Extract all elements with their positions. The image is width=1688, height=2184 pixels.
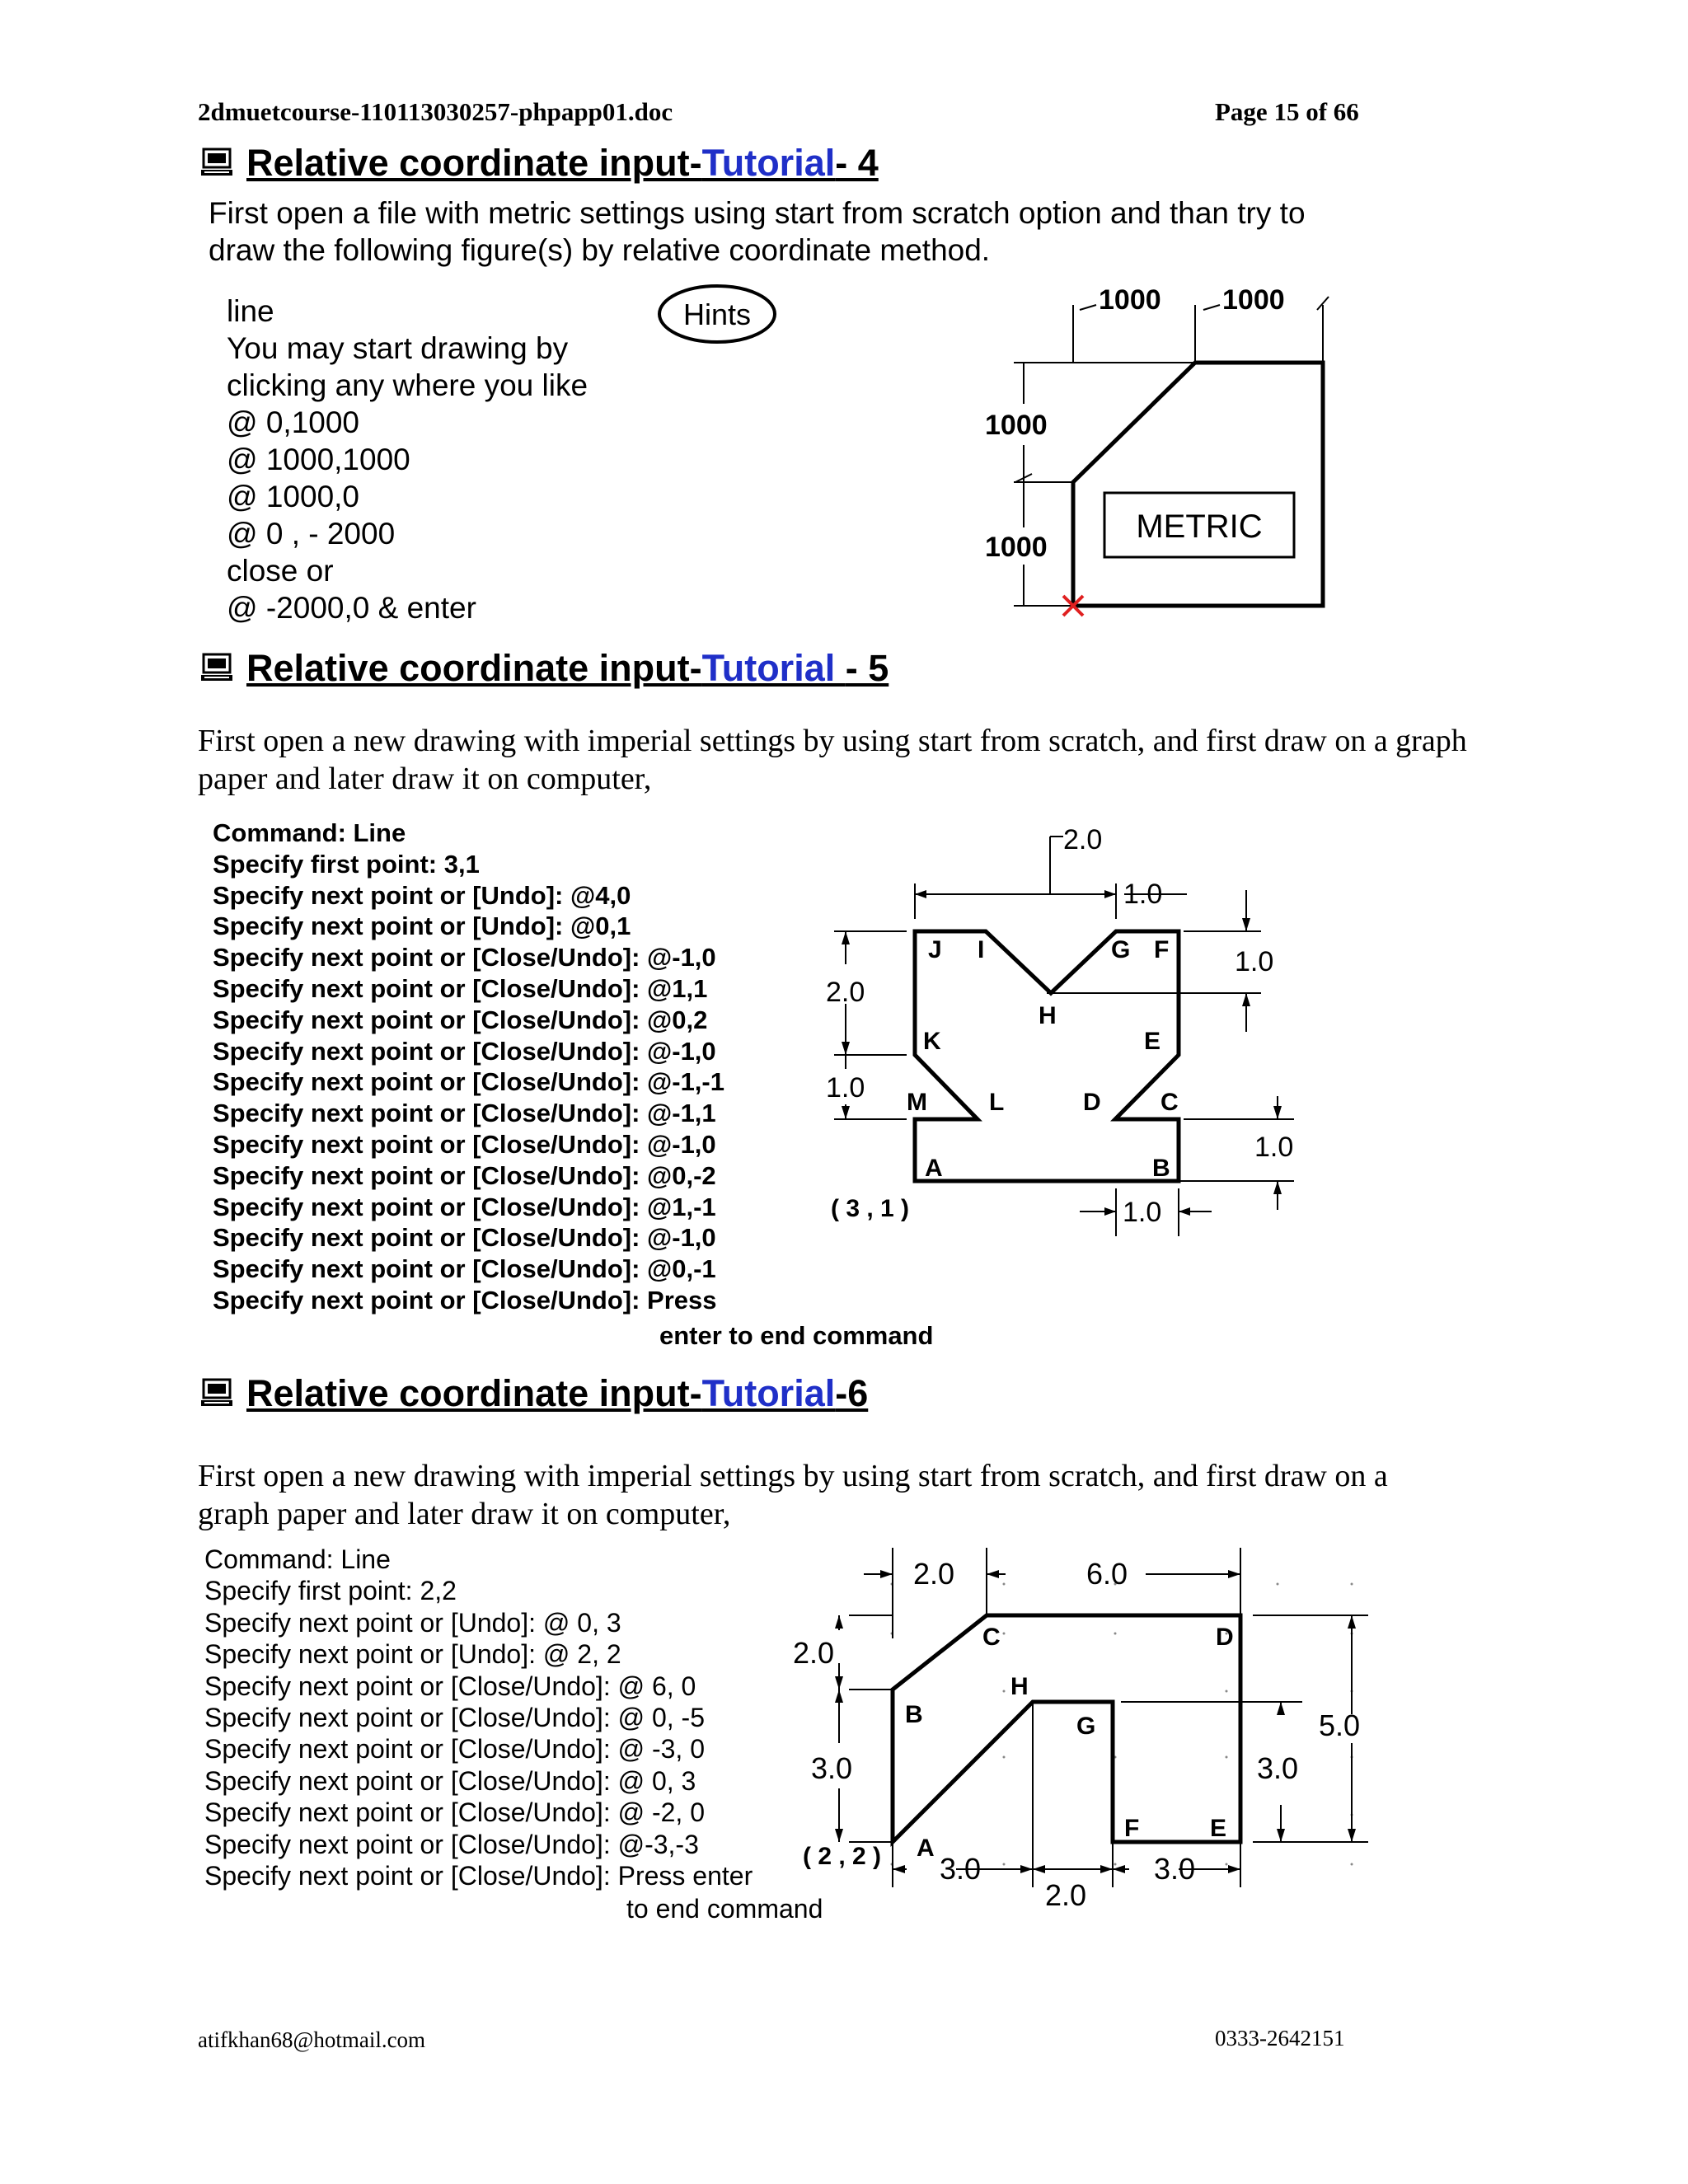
svg-text:I: I xyxy=(978,936,985,963)
svg-text:3.0: 3.0 xyxy=(1257,1751,1299,1785)
svg-text:F: F xyxy=(1154,936,1170,963)
svg-text:2.0: 2.0 xyxy=(1063,824,1103,855)
svg-text:B: B xyxy=(1152,1155,1170,1182)
svg-text:B: B xyxy=(905,1701,923,1728)
tutorial-link[interactable]: Tutorial xyxy=(701,647,846,689)
svg-text:D: D xyxy=(1083,1089,1101,1116)
svg-text:C: C xyxy=(982,1624,1001,1651)
svg-text:G: G xyxy=(1111,936,1131,963)
footer-phone: 0333-2642151 xyxy=(1215,2026,1345,2050)
svg-text:Hints: Hints xyxy=(682,298,752,331)
tutorial-link[interactable]: Tutorial xyxy=(701,1372,836,1414)
svg-text:1.0: 1.0 xyxy=(1254,1132,1294,1163)
svg-text:6.0: 6.0 xyxy=(1086,1557,1128,1591)
tutorial-5-command-list: Command: Line Specify first point: 3,1 Specify next point or [Undo]: @4,0 Specify next point or [Undo]: @0,1 Specify next point or [Close/Undo]: @-1,0 Specify next point or [Close/Undo]: @1,1 Specify next point or [Close/Undo]: @0,2 Specify next point or [Close/Undo]: @-1,0 Specify next point or [Close/Undo]: @-1,-1 Specify next point or [Close/Undo]: @-1,1 Specify next point or [Close/Undo]: @-1,0 Specify next point or [Close/Undo]: @0,-2 Specify next point or [Close/Undo]: @1,-1 Specify next point or [Close/Undo]: @-1,0 Specify next point or [Close/Undo]: @0,-1 Specify next point or [Close/Undo]: Press xyxy=(213,818,724,1315)
tutorial-6-outline xyxy=(893,1615,1240,1842)
tutorial-5-outline xyxy=(915,931,1179,1181)
svg-text:1000: 1000 xyxy=(985,532,1048,563)
hints-badge xyxy=(655,282,779,346)
tutorial-link[interactable]: Tutorial xyxy=(701,142,836,184)
tutorial-4-figure xyxy=(973,280,1360,626)
svg-text:2.0: 2.0 xyxy=(793,1636,835,1670)
tutorial-5-intro: First open a new drawing with imperial settings by using start from scratch, and first draw on a graph paper and later draw it on computer, xyxy=(198,724,1467,796)
svg-text:( 2 , 2 ): ( 2 , 2 ) xyxy=(803,1843,882,1870)
metric-label: METRIC xyxy=(1136,509,1263,545)
svg-text:2.0: 2.0 xyxy=(1045,1878,1087,1912)
svg-text:1.0: 1.0 xyxy=(1123,1197,1162,1228)
tutorial-6-intro: First open a new drawing with imperial settings by using start from scratch, and first draw on a graph paper and later draw it on computer, xyxy=(198,1459,1388,1531)
svg-text:D: D xyxy=(1216,1624,1234,1651)
footer-email[interactable]: atifkhan68@hotmail.com xyxy=(198,2027,426,2052)
svg-text:2.0: 2.0 xyxy=(826,977,865,1008)
svg-text:C: C xyxy=(1160,1089,1179,1116)
svg-text:A: A xyxy=(917,1835,935,1862)
section-title-tutorial-6: Relative coordinate input-Tutorial-6 xyxy=(200,1372,868,1415)
svg-text:M: M xyxy=(907,1089,927,1116)
tutorial-4-intro: First open a file with metric settings using start from scratch option and than try to draw the following figure(s) by relative coordinate method. xyxy=(209,196,1306,267)
svg-text:H: H xyxy=(1039,1002,1057,1029)
svg-text:G: G xyxy=(1076,1713,1096,1740)
svg-text:E: E xyxy=(1210,1815,1227,1842)
page-number: Page 15 of 66 xyxy=(1215,97,1359,126)
svg-text:2.0: 2.0 xyxy=(913,1557,955,1591)
svg-text:1.0: 1.0 xyxy=(826,1072,865,1104)
svg-text:3.0: 3.0 xyxy=(940,1852,982,1886)
svg-text:3.0: 3.0 xyxy=(811,1751,853,1785)
svg-text:1000: 1000 xyxy=(1222,284,1285,316)
svg-text:3.0: 3.0 xyxy=(1154,1852,1196,1886)
tutorial-4-hint-list: line You may start drawing by clicking any where you like @ 0,1000 @ 1000,1000 @ 1000,0 @ 0 , - 2000 close or @ -2000,0 & enter xyxy=(227,294,588,625)
svg-text:1000: 1000 xyxy=(985,410,1048,441)
tutorial-6-command-list: Command: Line Specify first point: 2,2 Specify next point or [Undo]: @ 0, 3 Specify next point or [Undo]: @ 2, 2 Specify next point or [Close/Undo]: @ 6, 0 Specify next point or [Close/Undo]: @ 0, -5 Specify next point or [Close/Undo]: @ -3, 0 Specify next point or [Close/Undo]: @ 0, 3 Specify next point or [Close/Undo]: @ -2, 0 Specify next point or [Close/Undo]: @-3,-3 Specify next point or [Close/Undo]: Press enter xyxy=(204,1544,753,1891)
section-title-tutorial-5: Relative coordinate input-Tutorial - 5 xyxy=(200,647,889,690)
section-title-tutorial-4: Relative coordinate input-Tutorial- 4 xyxy=(200,142,879,185)
computer-icon xyxy=(200,148,233,177)
svg-text:H: H xyxy=(1010,1673,1029,1700)
svg-text:1.0: 1.0 xyxy=(1123,879,1163,910)
svg-text:L: L xyxy=(989,1089,1005,1116)
metric-outline xyxy=(1073,363,1323,606)
computer-icon xyxy=(200,1378,233,1408)
svg-text:1000: 1000 xyxy=(1099,284,1161,316)
tutorial-5-command-tail: enter to end command xyxy=(659,1321,934,1350)
tutorial-6-figure xyxy=(791,1541,1385,1929)
svg-text:K: K xyxy=(923,1028,941,1055)
svg-text:A: A xyxy=(925,1155,943,1182)
svg-text:E: E xyxy=(1144,1028,1161,1055)
document-filename: 2dmuetcourse-110113030257-phpapp01.doc xyxy=(198,97,673,126)
tutorial-6-command-tail: to end command xyxy=(626,1894,823,1924)
svg-text:5.0: 5.0 xyxy=(1319,1708,1361,1742)
svg-text:( 3 , 1 ): ( 3 , 1 ) xyxy=(831,1195,910,1222)
svg-text:F: F xyxy=(1124,1815,1140,1842)
svg-text:J: J xyxy=(928,936,942,963)
svg-text:1.0: 1.0 xyxy=(1235,946,1274,977)
tutorial-5-figure xyxy=(816,816,1327,1253)
computer-icon xyxy=(200,653,233,682)
